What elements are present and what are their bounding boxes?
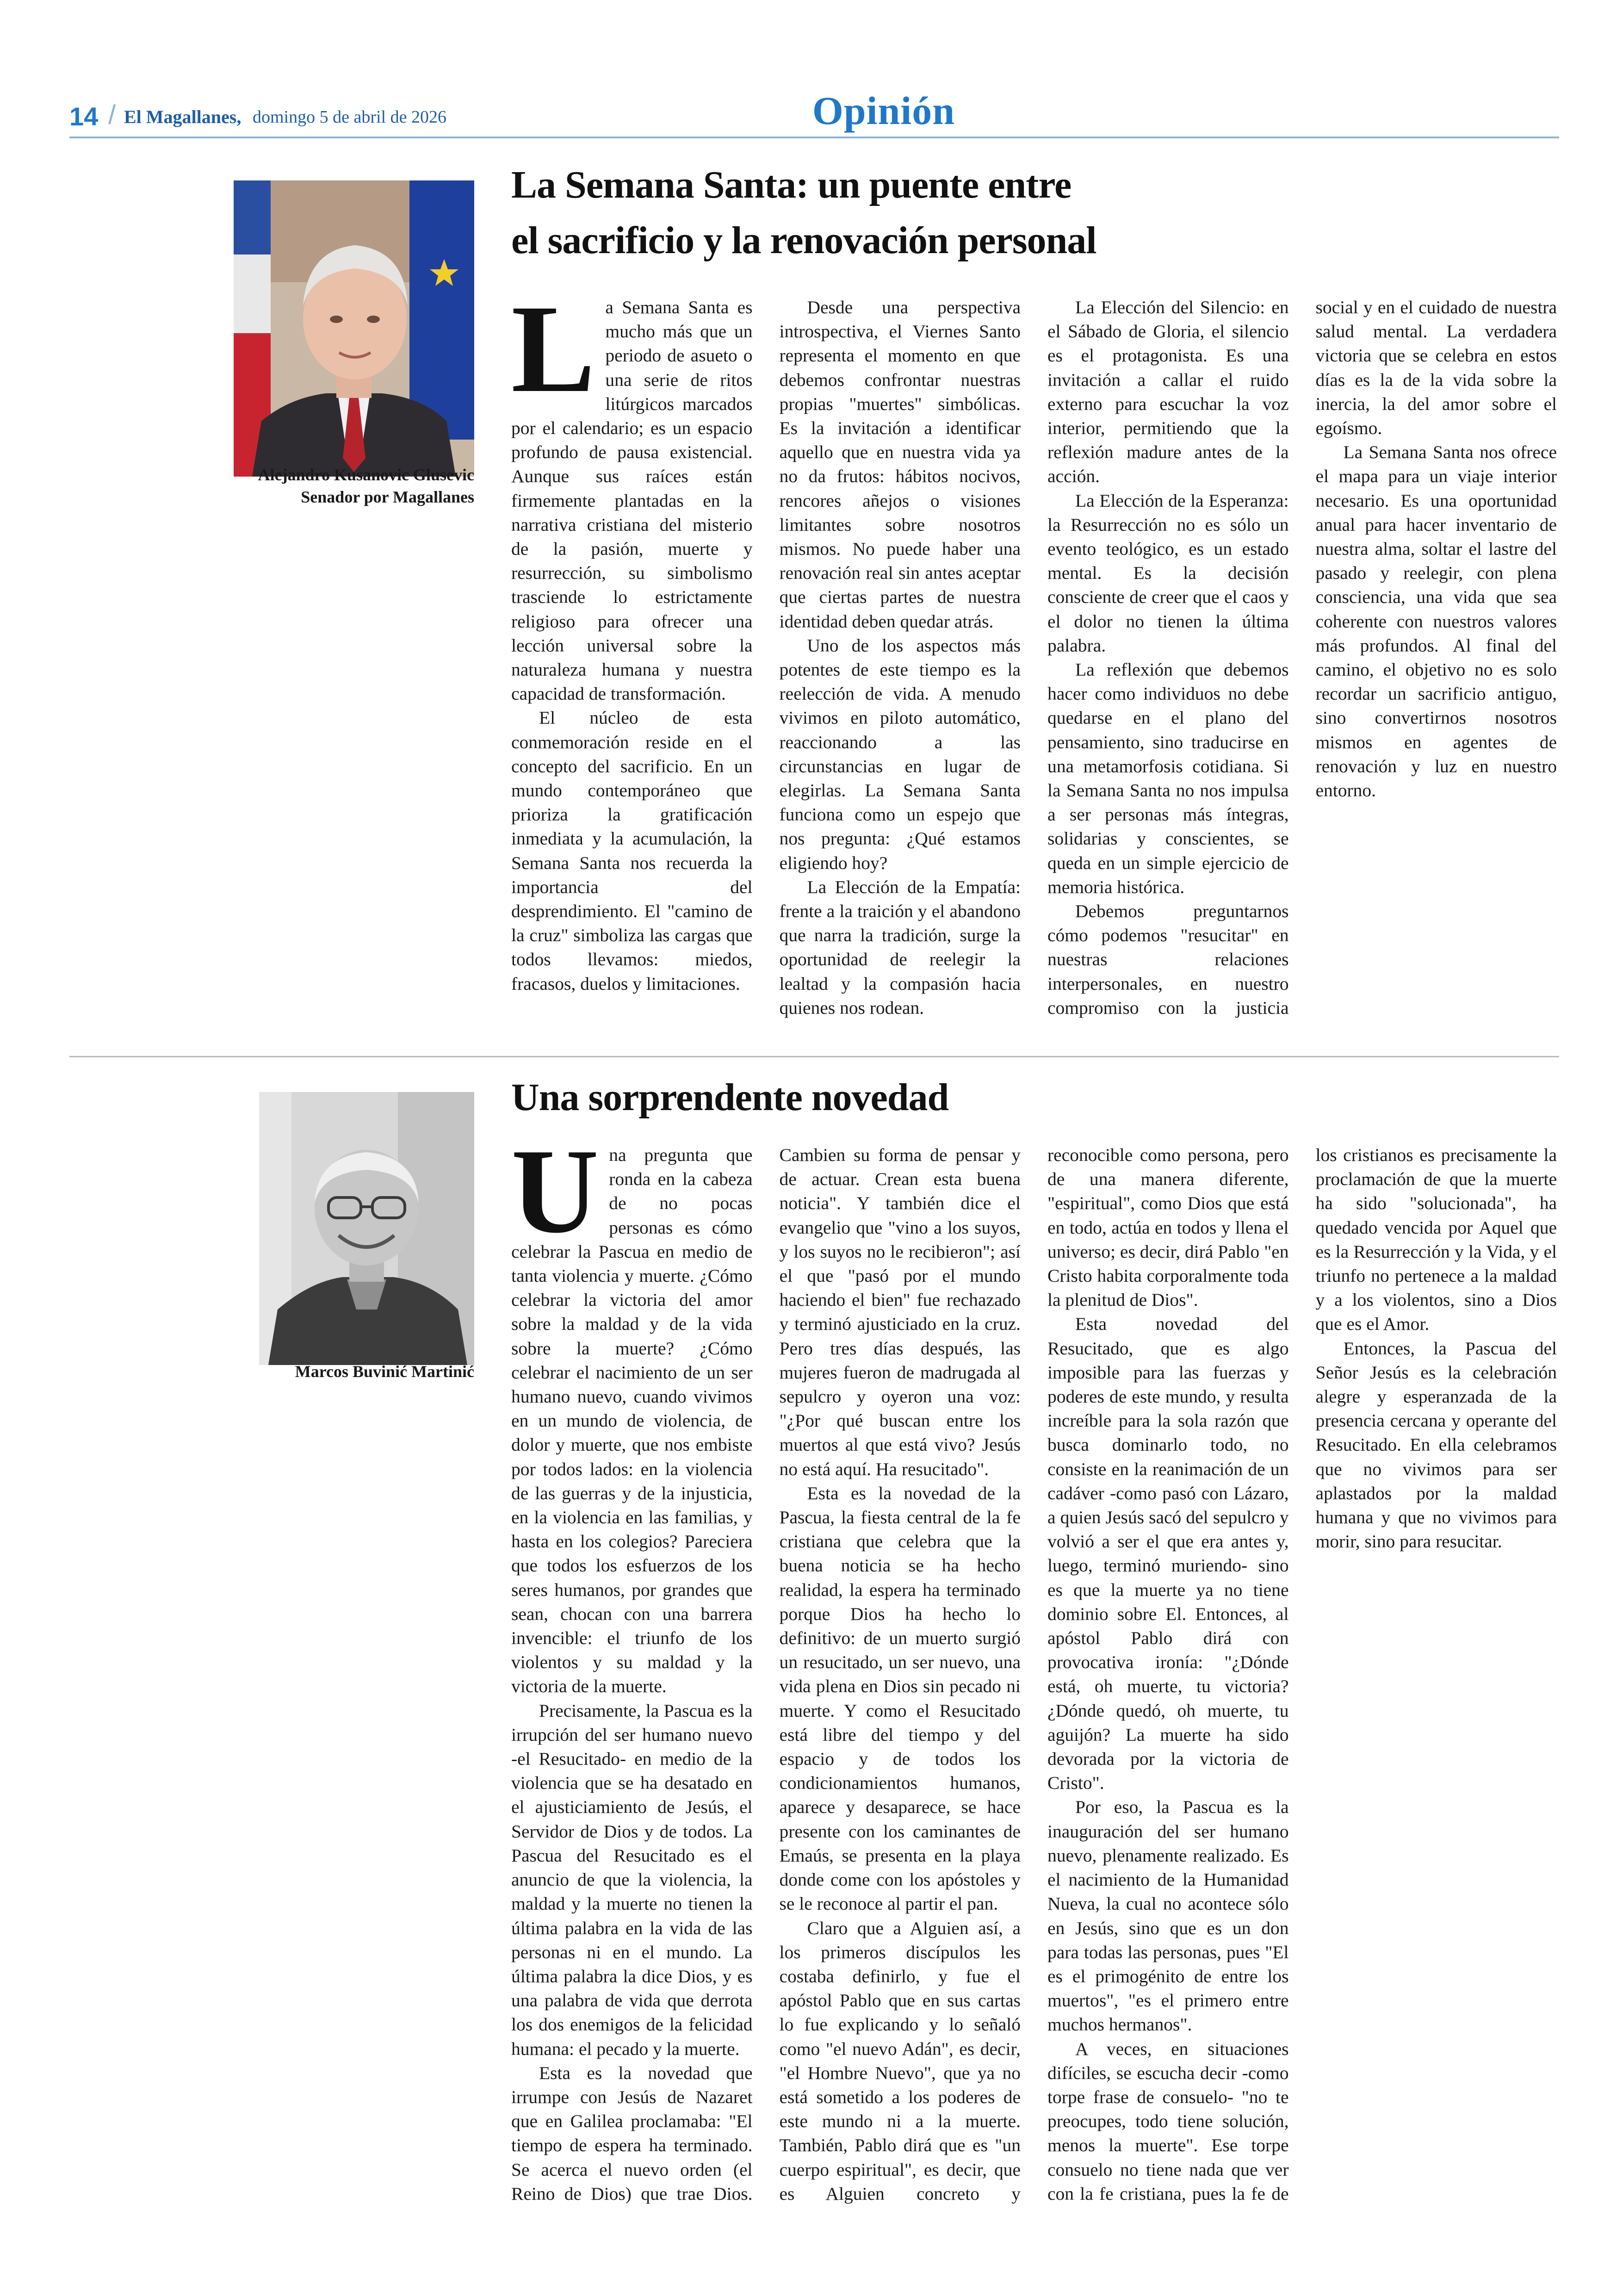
newspaper-name: El Magallanes, bbox=[124, 106, 242, 127]
headline-line-1: La Semana Santa: un puente entre bbox=[511, 163, 1072, 206]
article-headline bbox=[511, 157, 1557, 268]
article-body bbox=[511, 1124, 1557, 2223]
paragraph: La reflexión que debemos hacer como individuos no debe quedarse en el plano del pensamiento, sino traducirse en una metamorfosis cotidiana. Si la Semana Santa no nos impulsa a ser personas más íntegras, solidarias y conscientes, se queda en un simple ejercicio de memoria histórica. bbox=[1047, 659, 1289, 897]
paragraph: La Semana Santa nos ofrece el mapa para un viaje interior necesario. Es una oportunidad anual para hacer inventario de nuestra alma, soltar el lastre del pasado y reelegir, con plena consciencia, una vida que sea coherente con nuestros valores más profundos. Al final del camino, el objetivo no es solo recordar un sacrificio antiguo, sino convertirnos nosotros mismos en agentes de renovación y luz en nuestro entorno. bbox=[1315, 442, 1557, 801]
author-name: Alejandro Kusanovic Glusevic bbox=[258, 465, 474, 484]
header-separator: / bbox=[108, 100, 116, 130]
article-semana-santa bbox=[0, 157, 1623, 1046]
paragraph: Por eso, la Pascua es la inauguración del ser humano nuevo, plenamente realizado. Es el nacimiento de la Humanidad Nueva, la cual no acontece sólo en Jesús, sino que es un don para todas las personas, pues "El es el primogénito de entre los muertos", "es el primero entre muchos hermanos". bbox=[1047, 1797, 1289, 2035]
paragraph: Desde una perspectiva introspectiva, el Viernes Santo representa el momento en que debemos confrontar nuestras propias "muertes" simbólicas. Es la invitación a identificar aquello que en nuestra vida ya no da frutos: hábitos nocivos, rencores añejos o visiones limitantes sobre nosotros mismos. No puede haber una renovación real sin antes aceptar que ciertas partes de nuestra identidad deben quedar atrás. bbox=[779, 297, 1021, 632]
paragraph: La Elección de la Empatía: frente a la traición y el abandono que narra la tradición, surge la oportunidad de reelegir la lealtad y la compasión hacia quienes nos rodean. bbox=[779, 876, 1021, 1018]
drop-cap: U bbox=[511, 1124, 599, 1258]
section-divider bbox=[69, 1056, 1559, 1057]
article-sorprendente-novedad bbox=[0, 1074, 1623, 2267]
article-headline: Una sorprendente novedad bbox=[511, 1076, 949, 1119]
paragraph: La Elección de la Esperanza: la Resurrección no es sólo un evento teológico, es un estado mental. Es la decisión consciente de creer que el caos y el dolor no tienen la última palabra. bbox=[1047, 490, 1289, 656]
paragraph: Esta es la novedad que irrumpe con Jesús de Nazaret que en Galilea proclamaba: "El tiempo de espera ha terminado. Se acerca el nuevo orden (el Reino de Dios) que trae Dios. Cambien su forma de pensar y de actuar. Crean esta buena noticia". Y también dice el evangelio que "vino a los suyos, y los suyos no le recibieron"; así el que "pasó por el mundo haciendo el bien" fue rechazado y terminó ajusticiado en la cruz. Pero tres días después, las mujeres fueron de madrugada al sepulcro y oyeron una voz: "¿Por qué buscan entre los muertos al que está vivo? Jesús no está aquí. Ha resucitado". bbox=[511, 1145, 1021, 2204]
paragraph: La Semana Santa es mucho más que un periodo de asueto o una serie de ritos litúrgicos marcados por el calendario; es un espacio profundo de pausa existencial. Aunque sus raíces están firmemente plantadas en la narrativa cristiana del misterio de la pasión, muerte y resurrección, su simbolismo trasciende lo estrictamente religioso para ofrecer una lección universal sobre la naturaleza humana y nuestra capacidad de transformación. bbox=[511, 279, 753, 704]
headline-line-2: el sacrificio y la renovación personal bbox=[511, 219, 1096, 262]
paragraph: Una pregunta que ronda en la cabeza de no pocas personas es cómo celebrar la Pascua en medio de tanta violencia y muerte. ¿Cómo celebrar la victoria del amor sobre la maldad y de la vida sobre la muerte? ¿Cómo celebrar el nacimiento de un ser humano nuevo, cuando vivimos en un mundo de violencia, de dolor y muerte, que nos embiste por todos lados: en la violencia de las guerras y de la injusticia, en la violencia en las familias, y hasta en los colegios? Pareciera que todos los esfuerzos de los seres humanos, por grandes que sean, chocan con una barrera invencible: el triunfo de los violentos y su maldad y la victoria de la muerte. bbox=[511, 1124, 753, 1697]
author-credit bbox=[153, 1360, 474, 1383]
paragraph: Esta es la novedad de la Pascua, la fiesta central de la fe cristiana que celebra que la buena noticia se ha hecho realidad, la espera ha terminado porque Dios ha hecho lo definitivo: de un muerto surgió un resucitado, un ser nuevo, una vida plena en Dios sin pecado ni muerte. Y como el Resucitado está libre del tiempo y del espacio y de todos los condicionamientos humanos, aparece y desaparece, se hace presente con los caminantes de Emaús, se presenta en la playa donde come con los apóstoles y se le reconoce al partir el pan. bbox=[779, 1483, 1021, 1914]
drop-cap: L bbox=[511, 279, 595, 418]
author-photo bbox=[259, 1092, 474, 1365]
paragraph: Uno de los aspectos más potentes de este tiempo es la reelección de vida. A menudo vivimos en piloto automático, reaccionando a las circunstancias en lugar de elegirlas. La Semana Santa funciona como un espejo que nos pregunta: ¿Qué estamos eligiendo hoy? bbox=[779, 635, 1021, 873]
article-body bbox=[511, 279, 1557, 1029]
author-portrait-image bbox=[234, 180, 474, 477]
author-photo bbox=[234, 180, 474, 477]
section-title: Opinión bbox=[812, 88, 955, 133]
paragraph: El núcleo de esta conmemoración reside en el concepto del sacrificio. En un mundo contemporáneo que prioriza la gratificación inmediata y la acumulación, la Semana Santa nos recuerda la importancia del desprendimiento. El "camino de la cruz" simboliza las cargas que todos llevamos: miedos, fracasos, duelos y limitaciones. bbox=[511, 707, 753, 994]
paragraph: A veces, en situaciones difíciles, se escucha decir -como torpe frase de consuelo- "no te preocupes, todo tiene solución, menos la muerte". Ese torpe consuelo no tiene nada que ver con la fe cristiana, pues la fe de los cristianos es precisamente la proclamación de que la muerte ha sido "solucionada", ha quedado vencida por Aquel que es la Resurrección y la Vida, y el triunfo no pertenece a la maldad y a los violentos, sino a Dios que es el Amor. bbox=[1047, 1145, 1557, 2204]
author-credit bbox=[153, 464, 474, 508]
paragraph: Claro que a Alguien así, a los primeros discípulos les costaba definirlo, y fue el apóstol Pablo que en sus cartas lo fue explicando y lo señaló como "el nuevo Adán", es decir, "el Hombre Nuevo", que ya no está sometido a los poderes de este mundo ni a la muerte. También, Pablo dirá que es "un cuerpo espiritual", es decir, que es Alguien concreto y reconocible como persona, pero de una manera diferente, "espiritual", como Dios que está en todo, actúa en todos y llena el universo; es decir, dirá Pablo "en Cristo habita corporalmente toda la plenitud de Dios". bbox=[779, 1145, 1289, 2204]
author-portrait-image bbox=[259, 1092, 474, 1365]
paragraph: Precisamente, la Pascua es la irrupción del ser humano nuevo -el Resucitado- en medio de la violencia que se ha desatado en el ajusticiamiento de Jesús, el Servidor de Dios y de todos. La Pascua del Resucitado es el anuncio de que la violencia, la maldad y la muerte no tienen la última palabra en la vida de las personas ni en el mundo. La última palabra la dice Dios, y es una palabra de vida que derrota los dos enemigos de la felicidad humana: el pecado y la muerte. bbox=[511, 1700, 753, 2059]
paragraph: Esta novedad del Resucitado, que es algo imposible para las fuerzas y poderes de este mundo, y resulta increíble para la sola razón que busca dominarlo todo, no consiste en la reanimación de un cadáver -como pasó con Lázaro, a quien Jesús sacó del sepulcro y volvió a ser el que era antes y, luego, terminó muriendo- sino es que la muerte ya no tiene dominio sobre El. Entonces, al apóstol Pablo dirá con provocativa ironía: "¿Dónde está, oh muerte, tu victoria? ¿Dónde quedó, oh muerte, tu aguijón? La muerte ha sido devorada por la victoria de Cristo". bbox=[1047, 1314, 1289, 1793]
page-header bbox=[69, 88, 1559, 138]
paragraph: Debemos preguntarnos cómo podemos "resucitar" en nuestras relaciones interpersonales, en nuestro compromiso con la justicia social y en el cuidado de nuestra salud mental. La verdadera victoria que se celebra en estos días es la de la vida sobre la inercia, la del amor sobre el egoísmo. bbox=[1047, 297, 1557, 1018]
publication-date: domingo 5 de abril de 2026 bbox=[253, 107, 446, 127]
author-name: Marcos Buvinić Martinić bbox=[295, 1362, 474, 1381]
paragraph: La Elección del Silencio: en el Sábado de Gloria, el silencio es el protagonista. Es una invitación a callar el ruido externo para escuchar la voz interior, permitiendo que la reflexión madure antes de la acción. bbox=[1047, 297, 1289, 487]
page-number: 14 bbox=[69, 102, 99, 131]
author-role: Senador por Magallanes bbox=[301, 488, 474, 506]
paragraph: Entonces, la Pascua del Señor Jesús es la celebración alegre y esperanzada de la presencia cercana y operante del Resucitado. En ella celebramos que no vivimos para ser aplastados por la maldad humana y que no vivimos para morir, sino para resucitar. bbox=[1315, 1338, 1557, 1552]
